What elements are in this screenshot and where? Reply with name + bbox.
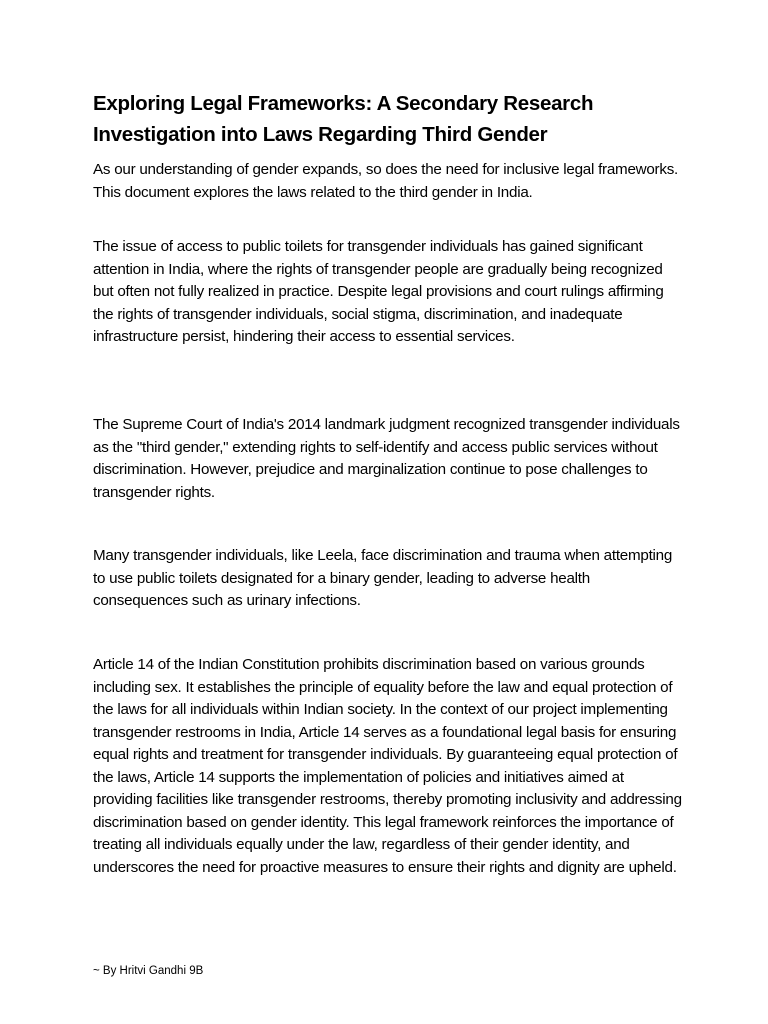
author-byline: ~ By Hritvi Gandhi 9B <box>93 965 204 977</box>
public-toilet-access-paragraph: The issue of access to public toilets for transgender individuals has gained significant attention in India, where the rights of transgender people are gradually being recognized but often not fully realized in practice. Despite legal provisions and court rulings affirming the rights of transgender individuals, social stigma, discrimination, and inadequate infrastructure persist, hindering their access to essential services. <box>93 238 664 345</box>
document-title: Exploring Legal Frameworks: A Secondary Research Investigation into Laws Regarding Third Gender <box>93 92 594 146</box>
article-14-paragraph: Article 14 of the Indian Constitution prohibits discrimination based on various grounds including sex. It establishes the principle of equality before the law and equal protection of the laws for all individuals within Indian society. In the context of our project implementing transgender restrooms in India, Article 14 serves as a foundational legal basis for ensuring equal rights and treatment for transgender individuals. By guaranteeing equal protection of the laws, Article 14 supports the implementation of policies and initiatives aimed at providing facilities like transgender restrooms, thereby promoting inclusivity and addressing discrimination based on gender identity. This legal framework reinforces the importance of treating all individuals equally under the law, regardless of their gender identity, and underscores the need for proactive measures to ensure their rights and dignity are upheld. <box>93 656 682 876</box>
discrimination-example-paragraph: Many transgender individuals, like Leela, face discrimination and trauma when attempting to use public toilets designated for a binary gender, leading to adverse health consequences such as urinary infections. <box>93 547 673 609</box>
supreme-court-judgment-paragraph: The Supreme Court of India's 2014 landmark judgment recognized transgender individuals as the "third gender," extending rights to self-identify and access public services without discrimination. However, prejudice and marginalization continue to pose challenges to transgender rights. <box>93 416 680 501</box>
intro-paragraph: As our understanding of gender expands, so does the need for inclusive legal frameworks. This document explores the laws related to the third gender in India. <box>93 161 679 201</box>
